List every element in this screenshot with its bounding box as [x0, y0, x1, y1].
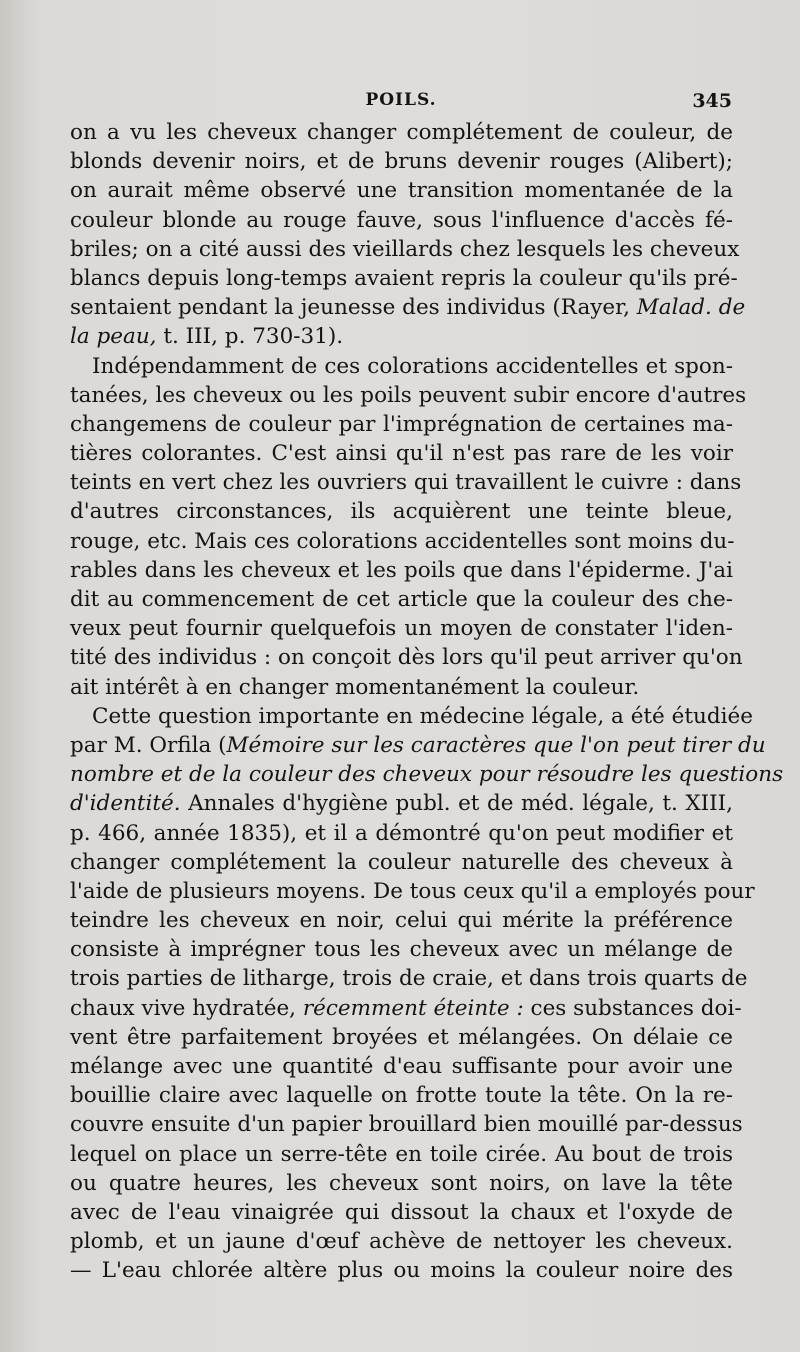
text-line	[70, 381, 747, 410]
text-line	[70, 1140, 733, 1169]
text-line	[70, 760, 784, 789]
text-line	[70, 176, 733, 205]
text-segment: consiste à imprégner tous les cheveux avec un mélange de	[70, 937, 733, 963]
text-segment: tières colorantes. C'est ainsi qu'il n'est pas rare de les voir	[70, 441, 733, 467]
text-line	[70, 322, 733, 351]
text-segment: changemens de couleur par l'imprégnation de certaines ma-	[70, 411, 733, 437]
text-line	[70, 1227, 733, 1256]
text-line	[70, 1023, 733, 1052]
text-line	[70, 264, 738, 293]
text-line	[70, 352, 733, 381]
text-segment: blancs depuis long-temps avaient repris la couleur qu'ils pré-	[70, 265, 738, 291]
text-segment: blonds devenir noirs, et de bruns devenir rouges (Alibert);	[70, 149, 733, 175]
text-segment: Indépendamment de ces colorations accidentelles et spon-	[92, 353, 733, 379]
text-line	[70, 497, 733, 526]
text-line	[70, 206, 733, 235]
text-line	[70, 1110, 743, 1139]
text-line	[70, 848, 733, 877]
text-segment: t. III, p. 730-31).	[156, 324, 344, 350]
page-header	[70, 90, 732, 118]
text-line	[70, 235, 740, 264]
text-line	[70, 1052, 733, 1081]
text-line	[70, 585, 733, 614]
italic-text: Mémoire sur les caractères que l'on peut tirer du	[226, 732, 766, 758]
text-segment: changer complétement la couleur naturelle des cheveux à	[70, 849, 733, 875]
text-line	[70, 1169, 733, 1198]
text-segment: mélange avec une quantité d'eau suffisante pour avoir une	[70, 1054, 733, 1079]
text-line	[70, 614, 733, 643]
italic-text: la peau,	[70, 324, 157, 350]
text-segment: ait intérêt à en changer momentanément la couleur.	[70, 674, 640, 700]
text-line	[70, 1081, 733, 1110]
text-segment: teints en vert chez les ouvriers qui travaillent le cuivre : dans	[70, 470, 742, 496]
text-segment: ou quatre heures, les cheveux sont noirs, on lave la tête	[70, 1170, 733, 1196]
text-segment: Annales d'hygiène publ. et de méd. légale, t. XIII,	[180, 791, 733, 817]
text-segment: — L'eau chlorée altère plus ou moins la couleur noire des	[70, 1258, 733, 1284]
text-segment: veux peut fournir quelquefois un moyen de constater l'iden-	[70, 616, 733, 642]
italic-text: Malad. de	[636, 295, 746, 321]
italic-text: nombre et de la couleur des cheveux pour résoudre les questions	[70, 762, 784, 788]
text-segment: couleur blonde au rouge fauve, sous l'influence d'accès fé-	[70, 207, 733, 233]
text-line	[70, 147, 733, 176]
text-segment: tité des individus : on conçoit dès lors qu'il peut arriver qu'on	[70, 645, 743, 671]
text-segment: rouge, etc. Mais ces colorations accidentelles sont moins du-	[70, 528, 735, 554]
italic-text: d'identité.	[70, 791, 181, 817]
text-line	[70, 964, 748, 993]
body-text	[70, 118, 784, 1286]
text-segment: rables dans les cheveux et les poils que dans l'épiderme. J'ai	[70, 557, 733, 583]
text-segment: avec de l'eau vinaigrée qui dissout la chaux et l'oxyde de	[70, 1199, 733, 1225]
text-line	[70, 877, 755, 906]
text-line	[70, 673, 733, 702]
text-line	[70, 731, 766, 760]
text-segment: l'aide de plusieurs moyens. De tous ceux qu'il a employés pour	[70, 878, 755, 904]
text-line	[70, 556, 733, 585]
text-line	[70, 935, 733, 964]
text-segment: teindre les cheveux en noir, celui qui mérite la préférence	[70, 908, 733, 934]
text-line	[70, 293, 746, 322]
text-segment: on aurait même observé une transition momentanée de la	[70, 178, 733, 204]
text-line	[70, 702, 753, 731]
italic-text: récemment éteinte :	[302, 995, 524, 1021]
text-line	[70, 819, 733, 848]
text-segment: Cette question importante en médecine légale, a été étudiée	[92, 703, 753, 729]
text-segment: chaux vive hydratée,	[70, 995, 303, 1021]
text-line	[70, 789, 733, 818]
text-segment: briles; on a cité aussi des vieillards chez lesquels les cheveux	[70, 236, 740, 262]
text-segment: tanées, les cheveux ou les poils peuvent subir encore d'autres	[70, 382, 747, 408]
text-line	[70, 994, 742, 1023]
text-segment: par M. Orfila (	[70, 732, 227, 758]
text-line	[70, 410, 733, 439]
running-title: POILS.	[365, 90, 437, 110]
text-segment: bouillie claire avec laquelle on frotte toute la tête. On la re-	[70, 1083, 733, 1109]
text-line	[70, 1256, 733, 1285]
text-line	[70, 468, 742, 497]
text-line	[70, 906, 733, 935]
text-segment: d'autres circonstances, ils acquièrent une teinte bleue,	[70, 499, 733, 525]
text-line	[70, 527, 733, 556]
text-line	[70, 643, 743, 672]
text-segment: lequel on place un serre-tête en toile cirée. Au bout de trois	[70, 1141, 733, 1167]
page-number: 345	[692, 90, 732, 112]
text-segment: vent être parfaitement broyées et mélangées. On délaie ce	[70, 1024, 733, 1050]
text-segment: ces substances doi-	[523, 995, 742, 1021]
text-segment: on a vu les cheveux changer complétement de couleur, de	[70, 120, 733, 145]
text-segment: trois parties de litharge, trois de craie, et dans trois quarts de	[70, 966, 748, 992]
text-segment: couvre ensuite d'un papier brouillard bien mouillé par-dessus	[70, 1112, 743, 1138]
text-segment: dit au commencement de cet article que la couleur des che-	[70, 587, 733, 612]
text-line	[70, 1198, 733, 1227]
text-segment: plomb, et un jaune d'œuf achève de nettoyer les cheveux.	[70, 1229, 733, 1255]
text-segment: sentaient pendant la jeunesse des individus (Rayer,	[70, 295, 637, 321]
text-segment: p. 466, année 1835), et il a démontré qu'on peut modifier et	[70, 820, 733, 846]
text-line	[70, 118, 733, 147]
text-line	[70, 439, 733, 468]
